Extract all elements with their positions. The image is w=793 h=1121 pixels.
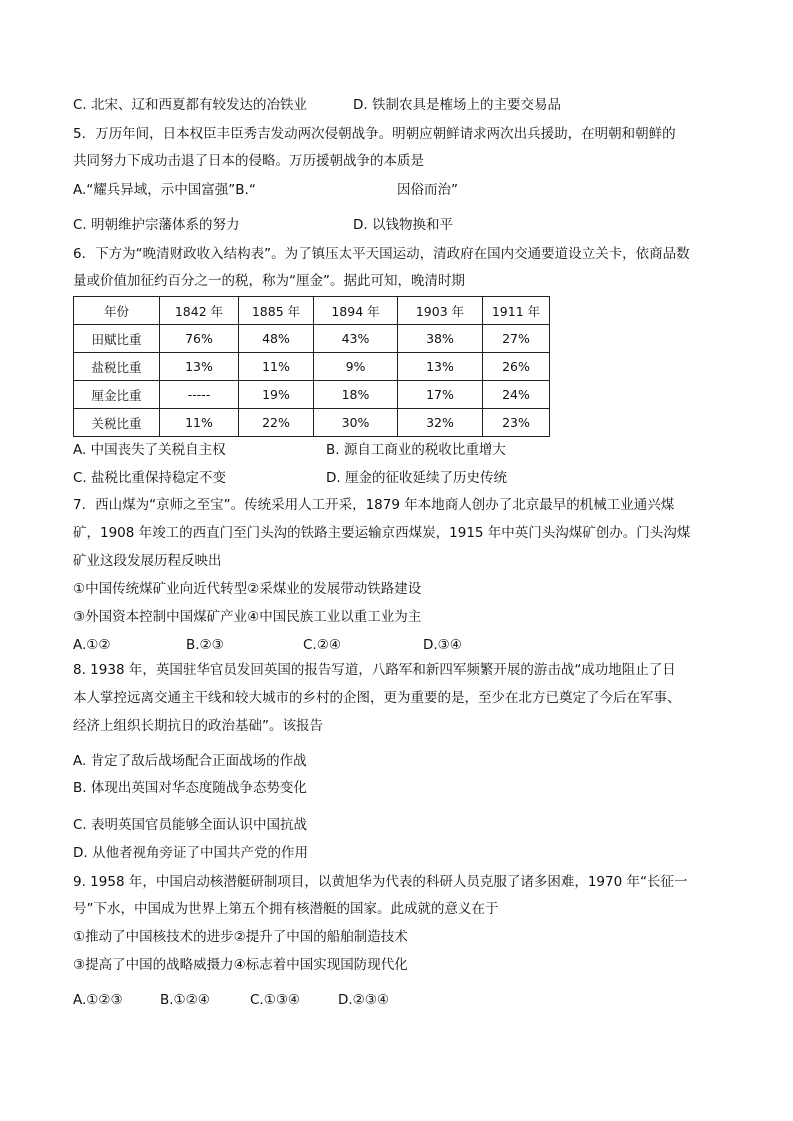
table-cell: 11% [239,353,314,381]
table-cell: 9% [314,353,398,381]
q9-stem-line1: 9. 1958 年，中国启动核潜艇研制项目，以黄旭华为代表的科研人员克服了诸多困难，1970 年“长征一 [73,874,688,890]
table-cell: 38% [398,325,483,353]
table-row-label: 田赋比重 [74,325,160,353]
q6-option-b: B. 源自工商业的税收比重增大 [326,442,506,458]
q5-option-d: D. 以钱物换和平 [353,217,453,233]
q4-option-d: D. 铁制农具是榷场上的主要交易品 [353,97,561,113]
table-header-cell: 年份 [74,297,160,325]
table-header-cell: 1894 年 [314,297,398,325]
table-header-row [74,297,550,325]
q8-stem-line3: 经济上组织长期抗日的政治基础”。该报告 [73,718,323,734]
table-cell: 23% [483,409,550,437]
q7-option-b: B.②③ [186,637,224,653]
table-cell: 13% [398,353,483,381]
q9-option-b: B.①②④ [160,992,210,1008]
table-row-label: 盐税比重 [74,353,160,381]
q6-option-a: A. 中国丧失了关税自主权 [73,442,226,458]
table-cell: 19% [239,381,314,409]
table-header-cell: 1885 年 [239,297,314,325]
q9-option-c: C.①③④ [250,992,301,1008]
q8-option-a: A. 肯定了敌后战场配合正面战场的作战 [73,753,307,769]
table-header-cell: 1911 年 [483,297,550,325]
q7-option-d: D.③④ [423,637,462,653]
q9-items-3-4: ③提高了中国的战略威摄力④标志着中国实现国防现代化 [73,957,408,973]
q7-items-1-2: ①中国传统煤矿业向近代转型②采煤业的发展带动铁路建设 [73,581,422,597]
q7-items-3-4: ③外国资本控制中国煤矿产业④中国民族工业以重工业为主 [73,609,422,625]
table-header-cell: 1842 年 [160,297,239,325]
q9-option-a: A.①②③ [73,992,123,1008]
q7-stem-line3: 矿业这段发展历程反映出 [73,553,222,569]
table-cell: 76% [160,325,239,353]
q6-stem-line2: 量或价值加征约百分之一的税，称为“厘金”。据此可知，晚清时期 [73,273,465,289]
table-row [74,381,550,409]
table-cell: 17% [398,381,483,409]
q8-option-d: D. 从他者视角旁证了中国共产党的作用 [73,845,308,861]
table-cell: 22% [239,409,314,437]
fiscal-structure-table [73,296,550,437]
q6-stem-line1: 6．下方为“晚清财政收入结构表”。为了镇压太平天国运动，清政府在国内交通要道设立关卡，依商品数 [73,246,690,262]
q9-stem-line2: 号”下水，中国成为世界上第五个拥有核潜艇的国家。此成就的意义在于 [73,901,499,917]
q8-stem-line2: 本人掌控远离交通主干线和较大城市的乡村的企图，更为重要的是，至少在北方已奠定了今后在军事、 [73,690,681,706]
q8-option-b: B. 体现出英国对华态度随战争态势变化 [73,780,307,796]
q6-option-c: C. 盐税比重保持稳定不变 [73,470,227,486]
q7-option-a: A.①② [73,637,111,653]
table-cell: 18% [314,381,398,409]
table-cell: 32% [398,409,483,437]
table-row [74,325,550,353]
q8-option-c: C. 表明英国官员能够全面认识中国抗战 [73,817,308,833]
q9-items-1-2: ①推动了中国核技术的进步②提升了中国的船舶制造技术 [73,929,408,945]
q5-stem-line2: 共同努力下成功击退了日本的侵略。万历援朝战争的本质是 [73,153,424,169]
q5-option-b-tail: 因俗而治” [397,182,458,198]
table-cell: 13% [160,353,239,381]
q6-option-d: D. 厘金的征收延续了历史传统 [326,470,507,486]
table-row-label: 关税比重 [74,409,160,437]
q9-option-d: D.②③④ [338,992,389,1008]
table-cell: 27% [483,325,550,353]
table-row [74,409,550,437]
q5-option-c: C. 明朝维护宗藩体系的努力 [73,217,240,233]
q7-stem-line2: 矿，1908 年竣工的西直门至门头沟的铁路主要运输京西煤炭，1915 年中英门头沟煤矿创办。门头沟煤 [73,525,691,541]
table-cell: 30% [314,409,398,437]
table-cell: 43% [314,325,398,353]
table-cell: 48% [239,325,314,353]
table-cell: 26% [483,353,550,381]
q4-option-c: C. 北宋、辽和西夏都有较发达的冶铁业 [73,97,308,113]
table-row-label: 厘金比重 [74,381,160,409]
q8-stem-line1: 8. 1938 年，英国驻华官员发回英国的报告写道，八路军和新四军频繁开展的游击战“成功地阻止了日 [73,662,676,678]
table-cell: ----- [160,381,239,409]
table-cell: 11% [160,409,239,437]
table-cell: 24% [483,381,550,409]
q7-stem-line1: 7．西山煤为“京师之至宝”。传统采用人工开采，1879 年本地商人创办了北京最早的机械工业通兴煤 [73,497,675,513]
q5-option-ab: A.“耀兵异域，示中国富强”B.“ [73,182,256,198]
table-header-cell: 1903 年 [398,297,483,325]
table-row [74,353,550,381]
q5-stem-line1: 5．万历年间，日本权臣丰臣秀吉发动两次侵朝战争。明朝应朝鲜请求两次出兵援助，在明朝和朝鲜的 [73,126,676,142]
q7-option-c: C.②④ [303,637,341,653]
